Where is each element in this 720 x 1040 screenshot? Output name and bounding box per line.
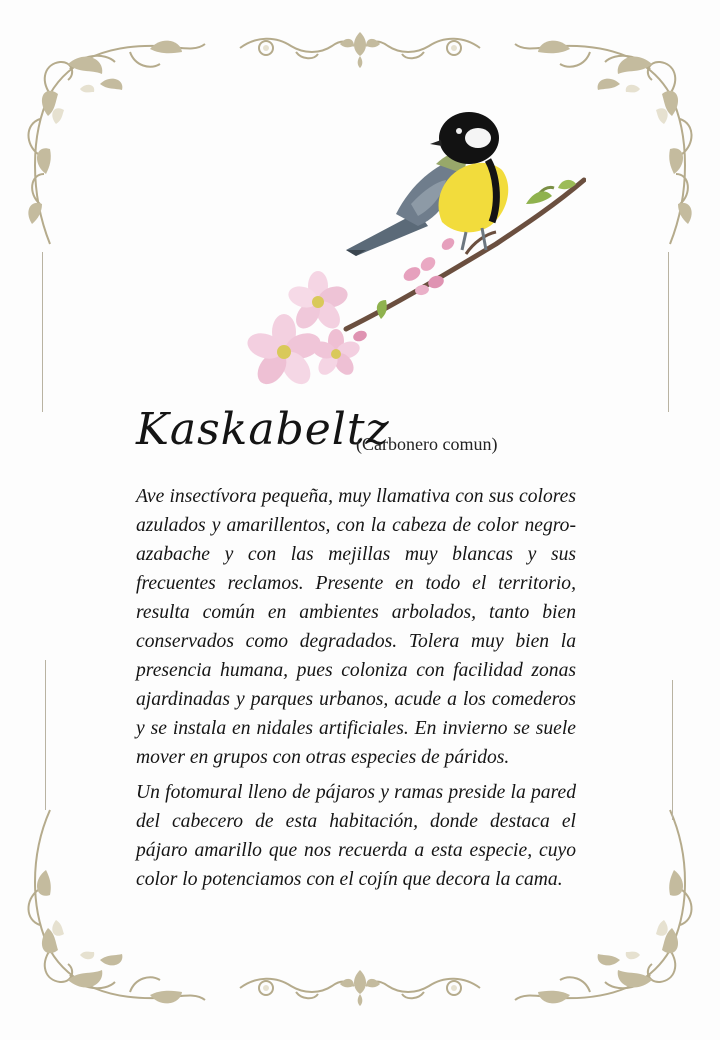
frame-line-right-bottom — [672, 680, 673, 820]
top-center-scroll-ornament-icon — [236, 26, 484, 70]
page-subtitle: (Carbonero comun) — [356, 434, 498, 454]
great-tit-bird-on-blossom-branch-icon — [196, 104, 586, 414]
bottom-center-scroll-ornament-icon — [236, 966, 484, 1010]
description-paragraph: Un fotomural lleno de pájaros y ramas preside la pared del cabecero de esta habitación, donde destaca el pájaro amarillo que nos recuerda a esta especie, cuyo color lo potenciamos con el cojín que decora la cama. — [136, 782, 576, 890]
description-paragraph: Ave insectívora pequeña, muy llamativa con sus colores azulados y amarillentos, con la cabeza de color negro-azabache y con las mejillas muy blancas y sus frecuentes reclamos. Presente en todo el territorio, resulta común en ambientes arbolados, tanto bien conservados como degradados. Tolera muy bien la presencia humana, pues coloniza con facilidad zonas ajardinadas y parques urbanos, acude a los comederos y se instala en nidales artificiales. En invierno se suele mover en grupos con otras especies de páridos. — [136, 486, 576, 768]
description-text — [136, 482, 576, 900]
page-title: Kaskabeltz — [136, 404, 390, 455]
frame-line-left-bottom — [45, 660, 46, 810]
corner-flourish-top-left-icon — [10, 24, 210, 264]
frame-line-right-top — [668, 252, 669, 412]
title-row — [136, 404, 586, 474]
frame-line-left-top — [42, 252, 43, 412]
